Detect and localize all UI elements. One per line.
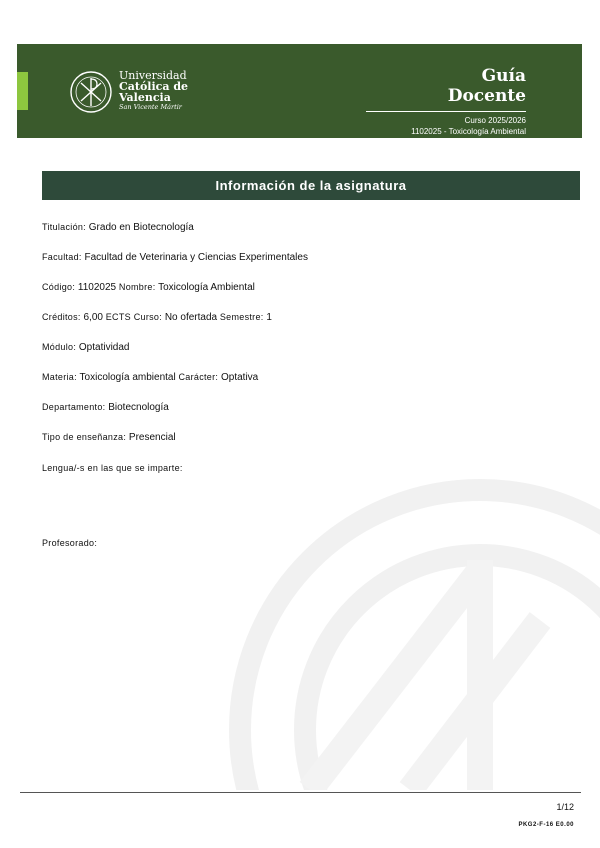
field-modulo <box>42 342 130 353</box>
field-value: 6,00 <box>83 312 103 323</box>
form-code: PKG2-F-16 E0.00 <box>518 822 574 828</box>
university-seal-icon <box>69 70 113 114</box>
field-label: Nombre: <box>118 282 156 292</box>
field-label: Departamento: <box>42 402 106 412</box>
field-value: Presencial <box>128 432 176 443</box>
field-label: Créditos: <box>42 312 81 322</box>
section-title: Información de la asignatura <box>42 171 580 200</box>
field-value: 1 <box>266 312 272 323</box>
course-year: Curso 2025/2026 <box>464 116 526 125</box>
field-label: Semestre: <box>219 312 264 322</box>
field-value: Toxicología ambiental <box>79 372 176 383</box>
guide-title-line-1: Guía <box>481 66 526 86</box>
field-label: Curso: <box>133 312 163 322</box>
field-label: Módulo: <box>42 342 77 352</box>
field-value: Facultad de Veterinaria y Ciencias Experimentales <box>84 252 308 263</box>
field-value: 1102025 <box>77 282 117 293</box>
field-label: Materia: <box>42 372 77 382</box>
field-titulacion <box>42 222 194 233</box>
field-label: Titulación: <box>42 222 86 232</box>
field-label: Facultad: <box>42 252 82 262</box>
guide-title-line-2: Docente <box>447 86 526 106</box>
field-materia <box>42 372 258 383</box>
title-divider <box>366 111 526 112</box>
field-value: Grado en Biotecnología <box>88 222 194 233</box>
field-creditos <box>42 312 272 323</box>
logo-line-1: Universidad <box>119 69 187 82</box>
field-tipo-ensenanza <box>42 432 176 443</box>
field-departamento <box>42 402 169 413</box>
document-header <box>17 44 582 138</box>
field-codigo <box>42 282 255 293</box>
logo-line-4: San Vicente Mártir <box>119 103 182 111</box>
field-value: Optativa <box>220 372 259 383</box>
subject-code-name: 1102025 - Toxicología Ambiental <box>411 127 526 136</box>
field-label: ECTS <box>105 312 131 322</box>
university-logo-text <box>119 70 188 112</box>
header-accent-bar <box>17 72 28 110</box>
field-profesorado <box>42 538 97 549</box>
field-label: Código: <box>42 282 76 292</box>
field-value: Optatividad <box>78 342 130 353</box>
field-label: Tipo de enseñanza: <box>42 432 127 442</box>
footer-divider <box>20 792 581 793</box>
page-number: 1/12 <box>556 802 574 812</box>
logo-line-3: Valencia <box>119 91 171 104</box>
field-facultad <box>42 252 308 263</box>
field-label: Lengua/-s en las que se imparte: <box>42 463 183 473</box>
field-lenguas <box>42 463 183 474</box>
field-label: Profesorado: <box>42 538 98 548</box>
field-value: Toxicología Ambiental <box>158 282 255 293</box>
field-value: Biotecnología <box>108 402 169 413</box>
field-value: No ofertada <box>164 312 218 323</box>
watermark-seal <box>180 430 600 790</box>
guide-title <box>448 66 526 106</box>
field-label: Carácter: <box>178 372 219 382</box>
logo-line-2: Católica de <box>119 80 189 93</box>
